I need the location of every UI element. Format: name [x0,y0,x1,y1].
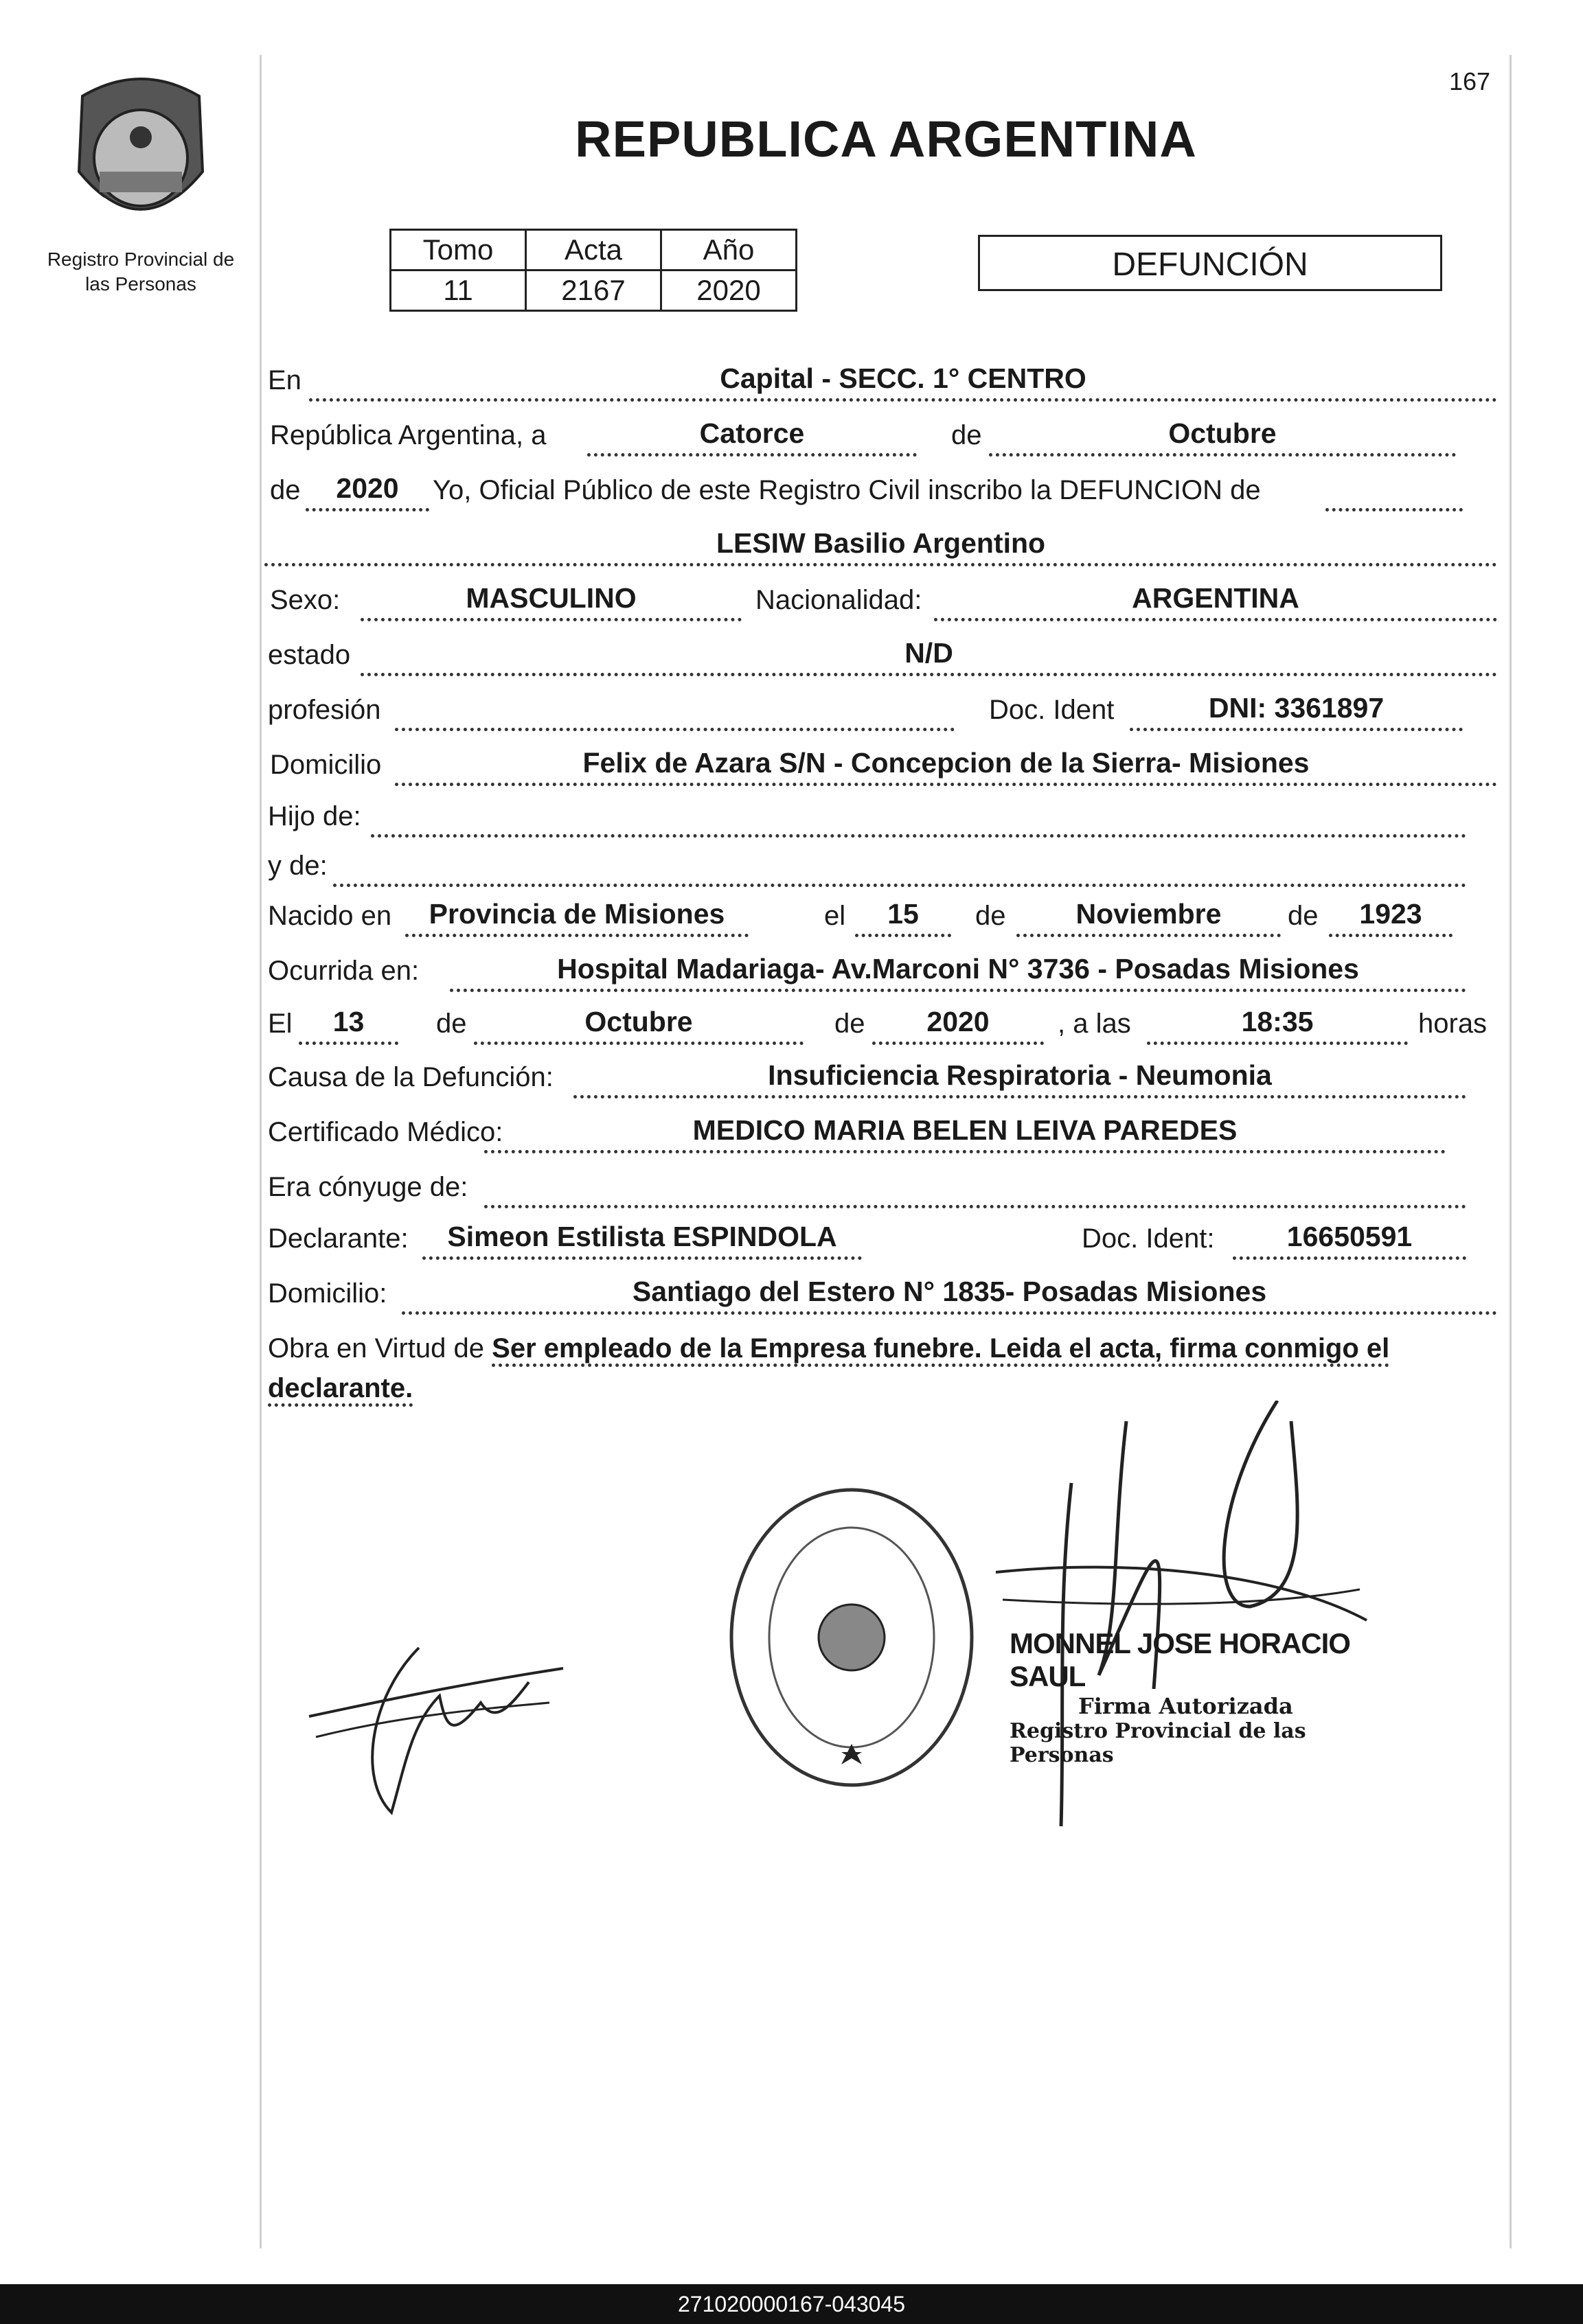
row-certificado [268,1112,1504,1153]
field-conyuge [484,1166,1466,1208]
label-de-nac: de [975,901,1006,931]
obra-en-virtud [268,1328,1504,1408]
field-domicilio: Felix de Azara S/N - Concepcion de la Sierra- Misiones [395,744,1497,786]
label-y-de: y de: [268,851,328,881]
field-hijo-de [371,796,1466,838]
label-domicilio: Domicilio [270,750,382,780]
logo-caption-line1: Registro Provincial de [47,249,235,270]
row-nacido [268,896,1504,937]
registry-table [389,229,797,312]
row-conyuge [268,1167,1504,1208]
label-ocurrida-en: Ocurrida en: [268,956,420,986]
anio-header: Año [661,230,797,271]
label-certificado: Certificado Médico: [268,1117,503,1147]
row-y-de [268,846,1504,887]
row-fecha [268,415,1504,457]
field-certificado: MEDICO MARIA BELEN LEIVA PAREDES [484,1112,1446,1153]
field-causa: Insuficiencia Respiratoria - Neumonia [573,1057,1466,1098]
row-causa [268,1057,1504,1098]
signatory-name: MONNEL JOSE HORACIO SAUL [1010,1627,1350,1692]
row-fecha-defuncion [268,1004,1504,1045]
field-declarante-doc: 16650591 [1233,1218,1466,1260]
row-estado [268,635,1504,676]
label-a-las: , a las [1058,1009,1131,1039]
row-sexo [268,580,1504,621]
logo-caption [27,247,254,297]
field-def-dia: 13 [299,1003,398,1045]
field-declarante-domicilio: Santiago del Estero N° 1835- Posadas Misiones [402,1273,1497,1315]
field-nac-mes: Noviembre [1016,895,1281,937]
row-anio [268,470,1504,511]
left-margin-line [260,55,262,2248]
row-domicilio [268,745,1504,786]
label-declarante: Declarante: [268,1223,409,1254]
acta-value: 2167 [526,271,661,311]
field-dia-texto: Catorce [587,415,917,457]
logo-caption-line2: las Personas [85,273,196,295]
official-stamp-icon [721,1476,982,1799]
field-lugar: Capital - SECC. 1° CENTRO [309,360,1497,402]
declarant-signature-icon [302,1641,577,1823]
field-nac-dia: 15 [855,895,951,937]
field-obra: Ser empleado de la Empresa funebre. Leida el acta, firma conmigo el declarante. [268,1333,1389,1407]
label-en: En [268,365,301,395]
field-profesion [395,689,955,731]
footer-code: 271020000167-043045 [0,2284,1583,2324]
label-de-def2: de [834,1009,865,1039]
label-estado: estado [268,640,351,670]
label-conyuge: Era cónyuge de: [268,1172,468,1202]
row-lugar [268,360,1504,402]
field-blank-de [1325,470,1463,511]
label-de-def: de [436,1009,467,1039]
field-def-hora: 18:35 [1147,1003,1408,1045]
page-number: 167 [1449,67,1491,95]
field-declarante: Simeon Estilista ESPINDOLA [422,1218,862,1260]
signatory-role: Firma Autorizada [1078,1693,1293,1719]
field-nacionalidad: ARGENTINA [934,579,1497,621]
anio-value: 2020 [661,271,797,311]
label-obra: Obra en Virtud de [268,1333,485,1364]
row-hijo-de [268,796,1504,838]
field-estado: N/D [361,634,1497,676]
tomo-value: 11 [391,271,526,311]
field-doc: DNI: 3361897 [1130,689,1463,731]
row-declarante [268,1219,1504,1260]
field-anio: 2020 [306,470,429,511]
label-causa: Causa de la Defunción: [268,1062,554,1092]
page-title: REPUBLICA ARGENTINA [575,111,1197,168]
signatory-office: Registro Provincial de las Personas [1010,1719,1306,1767]
label-de: de [951,420,982,450]
label-sexo: Sexo: [270,585,341,615]
row-profesion [268,690,1504,731]
label-hijo-de: Hijo de: [268,801,361,831]
label-el2: El [268,1009,293,1039]
label-doc-ident: Doc. Ident [989,695,1115,725]
field-y-de [333,845,1466,887]
label-el: el [824,901,846,931]
label-horas: horas [1418,1009,1488,1039]
field-nombre: LESIW Basilio Argentino [264,525,1497,566]
label-republica: República Argentina, a [270,420,547,450]
signatory-block [1010,1627,1367,1767]
document-type-box: DEFUNCIÓN [978,235,1442,291]
label-domicilio2: Domicilio: [268,1278,387,1309]
field-sexo: MASCULINO [361,579,742,621]
row-ocurrida [268,951,1504,992]
label-nacido-en: Nacido en [268,901,392,931]
field-def-anio: 2020 [872,1003,1044,1045]
field-ocurrida-en: Hospital Madariaga- Av.Marconi N° 3736 - Posadas Misiones [450,950,1466,992]
field-def-mes: Octubre [474,1003,804,1045]
label-doc-ident2: Doc. Ident: [1082,1223,1215,1254]
label-nacionalidad: Nacionalidad: [755,585,922,615]
tomo-header: Tomo [391,230,526,271]
label-profesion: profesión [268,695,381,725]
right-margin-line [1510,55,1512,2248]
acta-header: Acta [526,230,661,271]
label-de-nac2: de [1288,901,1319,931]
label-de-anio: de [270,475,301,505]
field-mes: Octubre [989,415,1456,457]
row-nombre [268,525,1504,566]
field-nacido-en: Provincia de Misiones [405,895,749,937]
field-nac-anio: 1923 [1329,895,1453,937]
row-domicilio-declarante [268,1274,1504,1315]
label-yo: Yo, Oficial Público de este Registro Civil inscribo la DEFUNCION de [433,475,1261,505]
